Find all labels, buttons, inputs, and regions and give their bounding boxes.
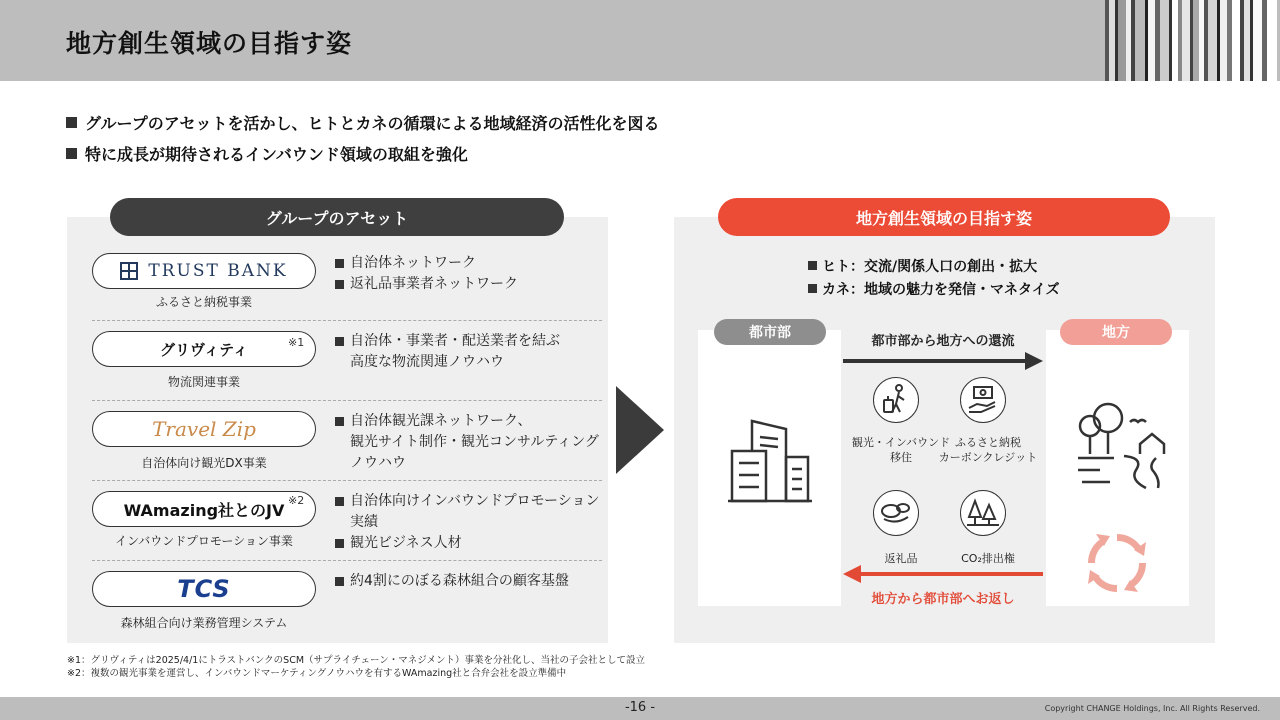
tcs-logo bbox=[92, 571, 316, 607]
square-bullet-icon bbox=[335, 259, 344, 268]
desc-text: 高度な物流関連ノウハウ bbox=[350, 354, 504, 370]
flow-left-arrow-icon bbox=[843, 565, 1043, 583]
rural-label: 地方 bbox=[1060, 319, 1172, 345]
logo-text: TRUST BANK bbox=[148, 261, 288, 281]
square-bullet-icon bbox=[335, 280, 344, 289]
vision-goals bbox=[808, 254, 1060, 300]
desc-text: 約4割にのぼる森林組合の顧客基盤 bbox=[350, 573, 569, 589]
desc-text: 自治体ネットワーク bbox=[350, 255, 476, 271]
summary-bullet-text: グループのアセットを活かし、ヒトとカネの循環による地域経済の活性化を図る bbox=[85, 114, 660, 133]
logo-text: TCS bbox=[177, 575, 231, 603]
desc-text: 自治体観光課ネットワーク、 bbox=[350, 413, 532, 429]
square-bullet-icon bbox=[335, 337, 344, 346]
page-title: 地方創生領域の目指す姿 bbox=[66, 29, 353, 58]
square-bullet-icon bbox=[335, 539, 344, 548]
square-bullet-icon bbox=[335, 497, 344, 506]
square-bullet-icon bbox=[808, 261, 817, 270]
summary-bullet bbox=[66, 138, 660, 169]
logo-text: WAmazing社とのJV bbox=[123, 500, 285, 520]
desc-text: ノウハウ bbox=[350, 455, 406, 471]
square-bullet-icon bbox=[335, 577, 344, 586]
asset-subtitle: ふるさと納税事業 bbox=[155, 295, 252, 309]
header-stripes bbox=[1105, 0, 1280, 81]
flow-bottom-label: 地方から都市部へお返し bbox=[871, 592, 1015, 607]
city-buildings-icon bbox=[726, 415, 814, 505]
footnote: ※1：グリヴィティは2025/4/1にトラストバンクのSCM（サプライチェーン・マネジメント）事業を分社化し、当社の子会社として設立 bbox=[67, 655, 645, 666]
desc-text: 観光ビジネス人材 bbox=[350, 535, 462, 551]
square-bullet-icon bbox=[66, 117, 77, 128]
footnotes bbox=[67, 654, 645, 680]
asset-description bbox=[335, 411, 599, 474]
asset-subtitle: 森林組合向け業務管理システム bbox=[120, 616, 288, 630]
trustbank-logo bbox=[92, 253, 316, 289]
square-bullet-icon bbox=[66, 148, 77, 159]
icon-label-line: 観光・インバウンド bbox=[851, 436, 951, 449]
vision-heading: 地方創生領域の目指す姿 bbox=[718, 198, 1170, 236]
logo-text: グリヴィティ bbox=[160, 340, 248, 359]
gift-label: 返礼品 bbox=[884, 552, 918, 565]
desc-text: 自治体・事業者・配送業者を結ぶ bbox=[350, 333, 560, 349]
furusato-label bbox=[933, 435, 1043, 465]
right-arrow-icon bbox=[616, 386, 664, 474]
square-bullet-icon bbox=[808, 284, 817, 293]
desc-text: 観光サイト制作・観光コンサルティング bbox=[350, 434, 599, 450]
flow-top-label: 都市部から地方への還流 bbox=[871, 334, 1015, 349]
icon-label-line: ふるさと納税 bbox=[955, 436, 1021, 449]
goal-item bbox=[808, 277, 1060, 300]
asset-description bbox=[335, 253, 518, 295]
wamazing-jv-logo bbox=[92, 491, 316, 527]
gravity-logo bbox=[92, 331, 316, 367]
square-bullet-icon bbox=[335, 417, 344, 426]
asset-subtitle: インバウンドプロモーション事業 bbox=[115, 534, 293, 548]
note-mark: ※2 bbox=[288, 494, 305, 507]
page-number: -16 - bbox=[624, 700, 656, 715]
row-divider bbox=[92, 480, 602, 481]
flow-right-arrow-icon bbox=[843, 352, 1043, 370]
summary-bullet bbox=[66, 107, 660, 138]
rural-landscape-icon bbox=[1074, 400, 1170, 492]
goal-item bbox=[808, 254, 1060, 277]
trustbank-mark-icon bbox=[120, 262, 138, 280]
goal-text: カネ：地域の魅力を発信・マネタイズ bbox=[822, 281, 1060, 298]
desc-text: 返礼品事業者ネットワーク bbox=[350, 276, 518, 292]
desc-text: 実績 bbox=[350, 514, 378, 530]
note-mark: ※1 bbox=[288, 336, 305, 349]
icon-label-line: カーボンクレジット bbox=[938, 451, 1038, 464]
row-divider bbox=[92, 560, 602, 561]
city-label: 都市部 bbox=[714, 319, 826, 345]
row-divider bbox=[92, 320, 602, 321]
logo-text: Travel Zip bbox=[152, 417, 256, 441]
icon-label-line: 移住 bbox=[890, 451, 912, 464]
desc-text: 自治体向けインバウンドプロモーション bbox=[350, 493, 600, 509]
asset-description bbox=[335, 571, 569, 592]
summary-bullet-text: 特に成長が期待されるインバウンド領域の取組を強化 bbox=[85, 145, 468, 164]
furusato-money-icon bbox=[960, 377, 1006, 423]
co2-label: CO₂排出権 bbox=[961, 552, 1015, 565]
summary-bullets bbox=[66, 107, 660, 169]
row-divider bbox=[92, 400, 602, 401]
asset-subtitle: 物流関連事業 bbox=[167, 375, 240, 389]
goal-text: ヒト：交流/関係人口の創出・拡大 bbox=[822, 258, 1038, 275]
copyright: Copyright CHANGE Holdings, Inc. All Rights Reserved. bbox=[1044, 704, 1260, 713]
asset-description bbox=[335, 331, 560, 373]
forest-co2-icon bbox=[960, 490, 1006, 536]
travelzip-logo bbox=[92, 411, 316, 447]
return-gift-food-icon bbox=[873, 490, 919, 536]
group-assets-heading: グループのアセット bbox=[110, 198, 564, 236]
tourist-suitcase-icon bbox=[873, 377, 919, 423]
footnote: ※2：複数の観光事業を運営し、インバウンドマーケティングノウハウを有するWAmazing社と合弁会社を設立準備中 bbox=[67, 668, 567, 679]
cycle-arrows-icon bbox=[1084, 530, 1150, 596]
asset-subtitle: 自治体向け観光DX事業 bbox=[141, 456, 267, 470]
asset-description bbox=[335, 491, 599, 554]
